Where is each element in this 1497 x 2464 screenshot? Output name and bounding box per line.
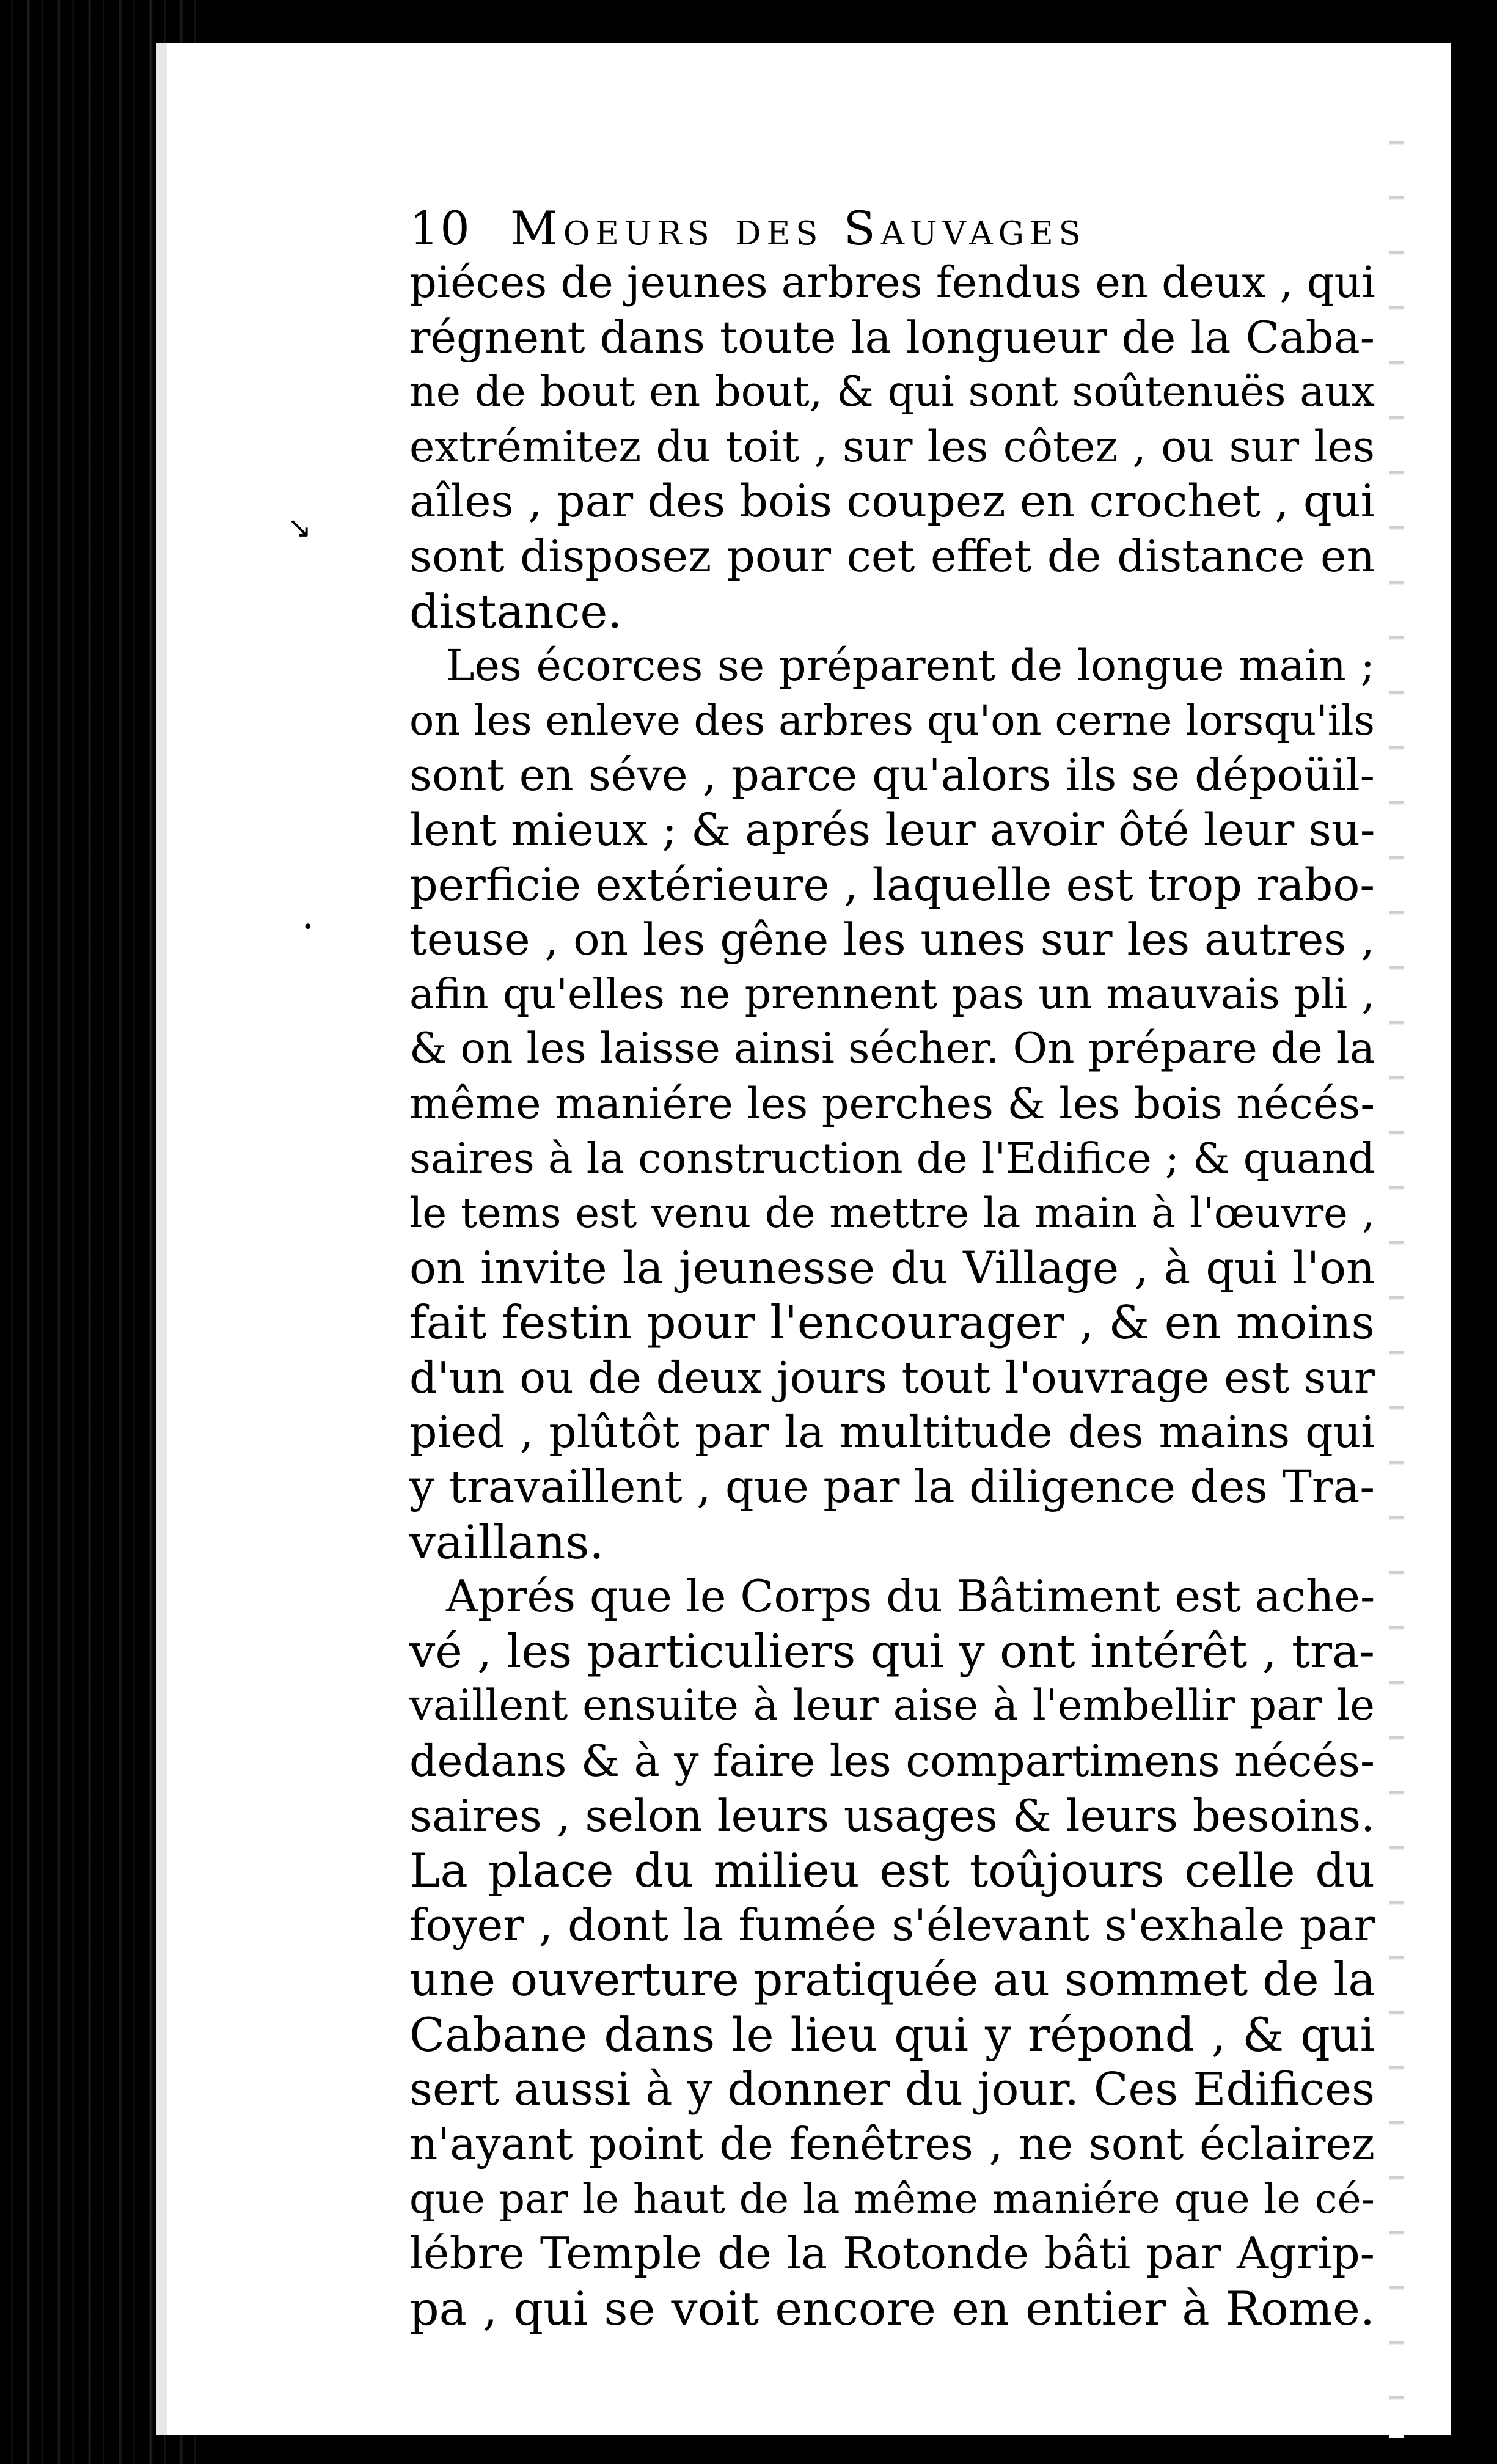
text-line: perficie extérieure , laquelle est trop rabo-: [409, 859, 1375, 911]
text-line: Cabane dans le lieu qui y répond , & qui: [409, 2008, 1375, 2062]
text-line: même maniére les perches & les bois nécés-: [409, 1078, 1375, 1129]
text-line: le tems est venu de mettre la main à l'œuvre ,: [409, 1189, 1375, 1238]
text-line: & on les laisse ainsi sécher. On prépare de la: [409, 1024, 1375, 1074]
text-line: fait festin pour l'encourager , & en moins: [409, 1296, 1375, 1350]
margin-mark: ↘: [287, 510, 312, 544]
text-line: n'ayant point de fenêtres , ne sont éclairez: [409, 2118, 1375, 2170]
text-line: pied , plûtôt par la multitude des mains qui: [409, 1407, 1375, 1458]
text-line: vaillent ensuite à leur aise à l'embellir par le: [409, 1681, 1375, 1731]
text-line: vé , les particuliers qui y ont intérêt , tra-: [409, 1624, 1375, 1678]
text-line: saires à la construction de l'Edifice ; & quand: [409, 1134, 1375, 1183]
text-line: lébre Temple de la Rotonde bâti par Agrip-: [409, 2228, 1375, 2279]
text-line: Les écorces se préparent de longue main ;: [446, 640, 1375, 691]
text-line: saires , selon leurs usages & leurs besoins.: [409, 1789, 1375, 1841]
page-edge-shadow: [1389, 116, 1404, 2438]
text-line: lent mieux ; & aprés leur avoir ôté leur su-: [409, 804, 1375, 856]
text-line: Aprés que le Corps du Bâtiment est ache-: [446, 1571, 1375, 1623]
running-title: Moeurs des Sauvages: [510, 201, 1086, 255]
text-line: foyer , dont la fumée s'élevant s'exhale par: [409, 1899, 1375, 1951]
page-number: 10: [409, 201, 471, 255]
text-line: y travaillent , que par la diligence des Tra-: [409, 1461, 1375, 1514]
text-line: pa , qui se voit encore en entier à Rome.: [409, 2281, 1375, 2336]
text-line: dedans & à y faire les compartimens nécés-: [409, 1736, 1375, 1787]
text-line: sont disposez pour cet effet de distance en: [409, 530, 1375, 582]
text-line: vaillans.: [409, 1514, 604, 1569]
text-line: sert aussi à y donner du jour. Ces Edifices: [409, 2062, 1375, 2116]
text-block: [409, 202, 1375, 2341]
text-line: aîles , par des bois coupez en crochet , qui: [409, 475, 1375, 528]
text-line: on les enleve des arbres qu'on cerne lorsqu'ils: [409, 696, 1375, 744]
text-line: sont en séve , parce qu'alors ils se dépoüil-: [409, 749, 1375, 801]
text-line: afin qu'elles ne prennent pas un mauvais pli ,: [409, 970, 1375, 1019]
text-line: d'un ou de deux jours tout l'ouvrage est sur: [409, 1352, 1375, 1403]
text-line: teuse , on les gêne les unes sur les autres ,: [409, 914, 1375, 966]
text-line: on invite la jeunesse du Village , à qui l'on: [409, 1242, 1375, 1294]
text-line: La place du milieu est toûjours celle du: [409, 1843, 1375, 1898]
text-line: distance.: [409, 584, 623, 639]
text-line: régnent dans toute la longueur de la Caba-: [409, 311, 1375, 363]
text-line: piéces de jeunes arbres fendus en deux , qui: [409, 257, 1375, 307]
text-line: que par le haut de la même maniére que le cé-: [409, 2175, 1375, 2223]
margin-mark: •: [302, 917, 313, 938]
running-header: [409, 202, 1375, 255]
text-line: extrémitez du toit , sur les côtez , ou sur les: [409, 421, 1375, 472]
text-line: ne de bout en bout, & qui sont soûtenuës aux: [409, 368, 1375, 417]
text-line: une ouverture pratiquée au sommet de la: [409, 1953, 1376, 2007]
